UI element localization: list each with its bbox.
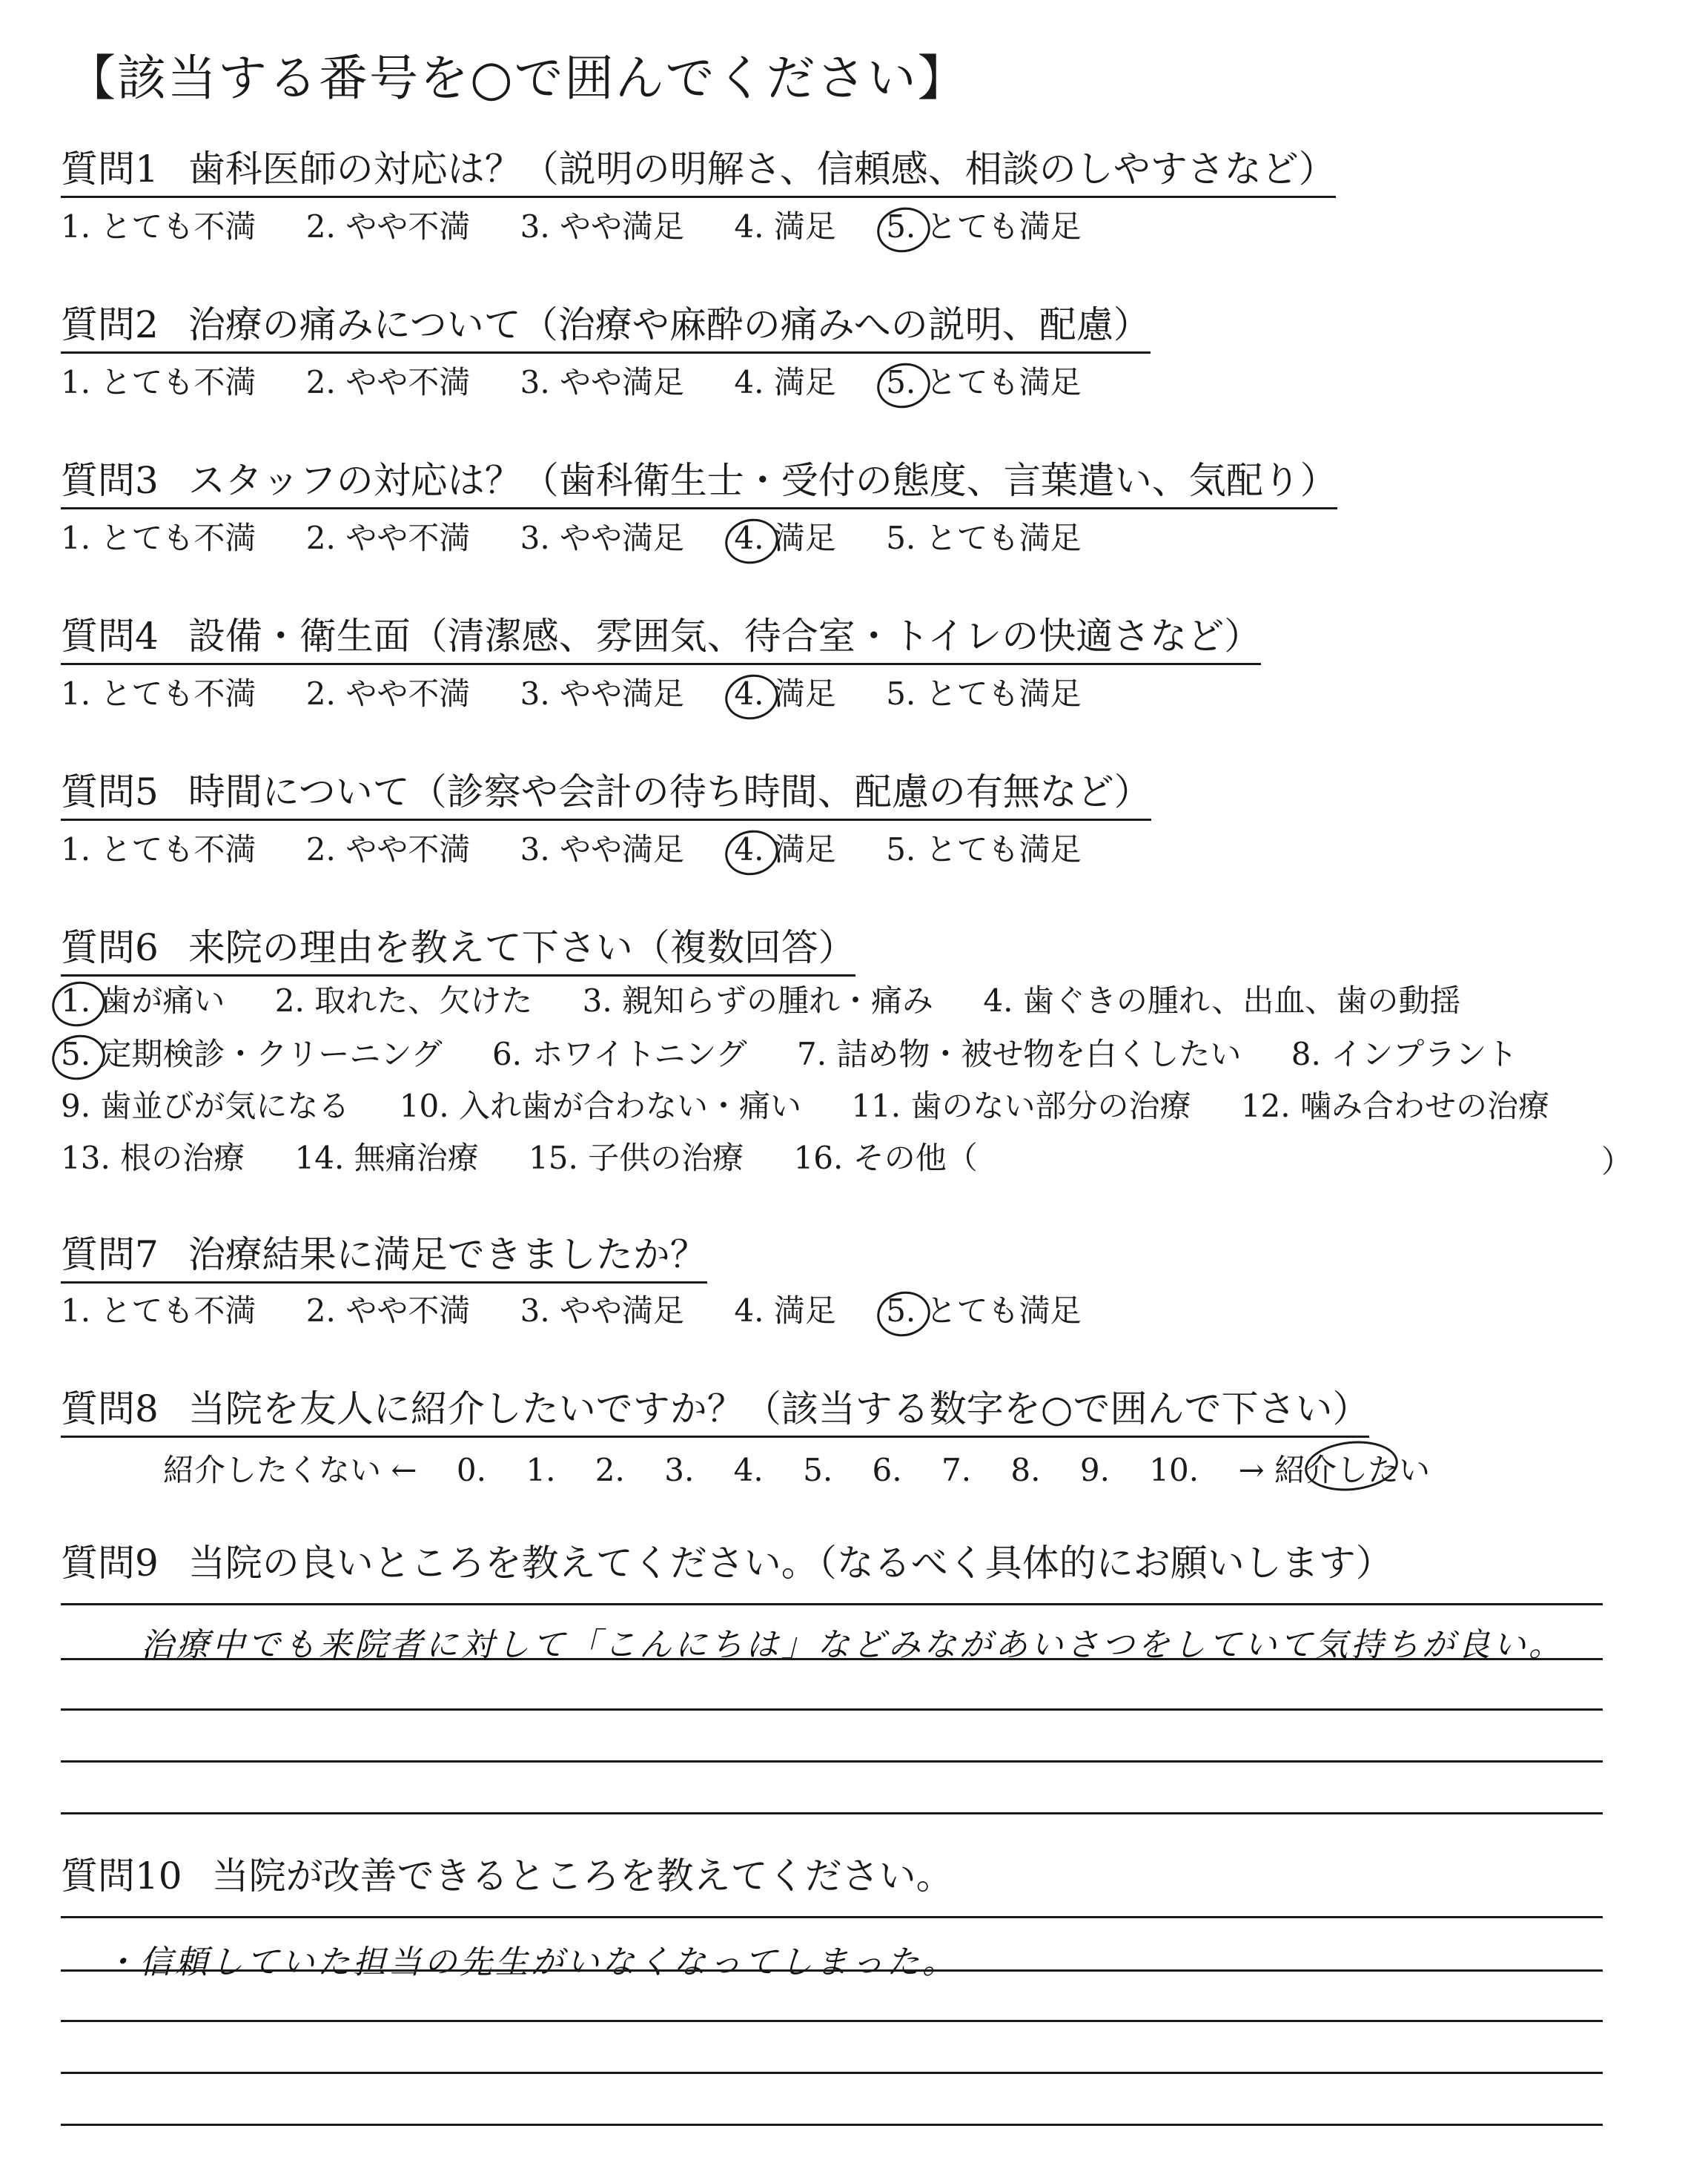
option-5[interactable]: 5. とても満足 bbox=[886, 676, 1082, 712]
question-10-handwritten-answer[interactable]: ・信頼していた担当の先生がいなくなってしまった。 bbox=[104, 1943, 958, 1981]
question-text: 来院の理由を教えて下さい（複数回答） bbox=[188, 926, 855, 969]
scale-value-7[interactable]: 7. bbox=[941, 1452, 972, 1488]
option-5-selected[interactable]: 5. とても満足 bbox=[886, 362, 1081, 403]
question-5-heading bbox=[61, 768, 1151, 821]
scale-value-10[interactable]: 10. bbox=[1149, 1452, 1199, 1488]
option-5-selected[interactable]: 5. とても満足 bbox=[886, 206, 1081, 248]
option-5[interactable]: 5. とても満足 bbox=[886, 520, 1082, 556]
answer-line bbox=[61, 1603, 1603, 1605]
option-4[interactable]: 4. 満足 bbox=[734, 208, 836, 245]
reason-option-8[interactable]: 8. インプラント bbox=[1291, 1036, 1518, 1072]
option-2[interactable]: 2. やや不満 bbox=[305, 520, 471, 556]
option-2[interactable]: 2. やや不満 bbox=[305, 208, 471, 245]
option-1[interactable]: 1. とても不満 bbox=[61, 831, 256, 868]
option-1[interactable]: 1. とても不満 bbox=[61, 364, 256, 400]
question-text: 治療の痛みについて（治療や麻酔の痛みへの説明、配慮） bbox=[188, 303, 1151, 346]
question-2-options bbox=[61, 362, 1122, 403]
option-5-selected[interactable]: 5. とても満足 bbox=[886, 1290, 1081, 1332]
scale-value-5[interactable]: 5. bbox=[803, 1452, 833, 1488]
answer-line bbox=[61, 1760, 1603, 1763]
scale-value-9[interactable]: 9. bbox=[1079, 1452, 1110, 1488]
question-4-heading bbox=[61, 612, 1261, 665]
reason-option-15[interactable]: 15. 子供の治療 bbox=[529, 1140, 744, 1176]
question-number: 質問3 bbox=[61, 459, 159, 502]
scale-value-0[interactable]: 0. bbox=[456, 1452, 486, 1488]
option-3[interactable]: 3. やや満足 bbox=[520, 831, 685, 868]
reason-option-3[interactable]: 3. 親知らずの腫れ・痛み bbox=[582, 982, 934, 1019]
question-3-options bbox=[61, 518, 1122, 559]
answer-line bbox=[61, 1708, 1603, 1711]
question-6-options-row-2 bbox=[61, 1034, 1558, 1075]
option-1[interactable]: 1. とても不満 bbox=[61, 676, 256, 712]
answer-line bbox=[61, 2072, 1603, 2074]
question-1-heading bbox=[61, 145, 1336, 198]
answer-line bbox=[61, 2124, 1603, 2126]
question-number: 質問2 bbox=[61, 303, 159, 346]
recommend-scale bbox=[163, 1446, 1460, 1490]
reason-option-11[interactable]: 11. 歯のない部分の治療 bbox=[851, 1088, 1191, 1124]
scale-value-6[interactable]: 6. bbox=[872, 1452, 902, 1488]
option-3[interactable]: 3. やや満足 bbox=[520, 676, 685, 712]
question-7-heading bbox=[61, 1231, 707, 1284]
question-3-heading bbox=[61, 457, 1337, 509]
option-3[interactable]: 3. やや満足 bbox=[520, 208, 685, 245]
question-number: 質問1 bbox=[61, 148, 159, 191]
answer-line bbox=[61, 1916, 1603, 1918]
reason-option-6[interactable]: 6. ホワイトニング bbox=[491, 1036, 747, 1072]
answer-line bbox=[61, 1969, 1603, 1972]
question-text: 当院を友人に紹介したいですか？（該当する数字を○で囲んで下さい） bbox=[188, 1387, 1370, 1430]
question-6-options-row-1 bbox=[61, 980, 1500, 1022]
option-2[interactable]: 2. やや不満 bbox=[305, 831, 471, 868]
reason-option-5-selected[interactable]: 5. 定期検診・クリーニング bbox=[61, 1034, 443, 1075]
reason-option-13[interactable]: 13. 根の治療 bbox=[61, 1140, 245, 1176]
question-number: 質問5 bbox=[61, 770, 159, 813]
question-text: スタッフの対応は？（歯科衛生士・受付の態度、言葉遣い、気配り） bbox=[188, 459, 1337, 502]
option-4[interactable]: 4. 満足 bbox=[734, 364, 836, 400]
question-text: 治療結果に満足できましたか？ bbox=[188, 1233, 707, 1276]
question-text: 時間について（診察や会計の待ち時間、配慮の有無など） bbox=[188, 770, 1151, 813]
scale-value-3[interactable]: 3. bbox=[664, 1452, 695, 1488]
question-6-options-row-4 bbox=[61, 1137, 1018, 1179]
question-2-heading bbox=[61, 301, 1151, 354]
question-text: 当院の良いところを教えてください。（なるべく具体的にお願いします） bbox=[188, 1542, 1393, 1585]
option-1[interactable]: 1. とても不満 bbox=[61, 520, 256, 556]
answer-line bbox=[61, 1658, 1603, 1660]
answer-line bbox=[61, 1812, 1603, 1814]
option-4[interactable]: 4. 満足 bbox=[734, 1292, 836, 1329]
question-number: 質問4 bbox=[61, 615, 159, 658]
scale-left-label: 紹介したくない ← bbox=[163, 1452, 417, 1488]
question-4-options bbox=[61, 673, 1122, 715]
question-number: 質問9 bbox=[61, 1542, 159, 1585]
question-8-heading bbox=[61, 1385, 1369, 1438]
question-number: 質問8 bbox=[61, 1387, 159, 1430]
scale-value-1[interactable]: 1. bbox=[526, 1452, 556, 1488]
question-6-heading bbox=[61, 924, 855, 977]
option-4-selected[interactable]: 4. 満足 bbox=[734, 673, 835, 715]
option-4-selected[interactable]: 4. 満足 bbox=[734, 518, 835, 559]
option-2[interactable]: 2. やや不満 bbox=[305, 676, 471, 712]
option-5[interactable]: 5. とても満足 bbox=[886, 831, 1082, 868]
question-text: 歯科医師の対応は？（説明の明解さ、信頼感、相談のしやすさなど） bbox=[188, 148, 1336, 191]
scale-value-8[interactable]: 8. bbox=[1010, 1452, 1041, 1488]
question-7-options bbox=[61, 1290, 1122, 1332]
reason-option-9[interactable]: 9. 歯並びが気になる bbox=[61, 1088, 350, 1124]
scale-value-4[interactable]: 4. bbox=[733, 1452, 764, 1488]
option-1[interactable]: 1. とても不満 bbox=[61, 1292, 256, 1329]
question-1-options bbox=[61, 206, 1122, 248]
question-10-heading bbox=[61, 1852, 953, 1903]
scale-right-label: → 紹介したい bbox=[1238, 1452, 1430, 1488]
option-1[interactable]: 1. とても不満 bbox=[61, 208, 256, 245]
reason-option-16-other[interactable]: 16. その他（ bbox=[793, 1140, 978, 1176]
reason-option-1-selected[interactable]: 1. 歯が痛い bbox=[61, 980, 225, 1022]
option-2[interactable]: 2. やや不満 bbox=[305, 364, 471, 400]
instruction-heading: 【該当する番号を○で囲んでください】 bbox=[67, 50, 968, 107]
answer-line bbox=[61, 2020, 1603, 2022]
option-4-selected[interactable]: 4. 満足 bbox=[734, 829, 835, 871]
question-number: 質問10 bbox=[61, 1855, 182, 1898]
reason-option-2[interactable]: 2. 取れた、欠けた bbox=[274, 982, 533, 1019]
question-6-options-row-3 bbox=[61, 1086, 1589, 1127]
question-text: 当院が改善できるところを教えてください。 bbox=[211, 1855, 953, 1898]
scale-value-2[interactable]: 2. bbox=[595, 1452, 625, 1488]
reason-option-4[interactable]: 4. 歯ぐきの腫れ、出血、歯の動揺 bbox=[983, 982, 1461, 1019]
reason-option-10[interactable]: 10. 入れ歯が合わない・痛い bbox=[399, 1088, 801, 1124]
question-5-options bbox=[61, 829, 1122, 871]
option-3[interactable]: 3. やや満足 bbox=[520, 520, 685, 556]
question-9-handwritten-answer[interactable]: 治療中でも来院者に対して「こんにちは」などみながあいさつをしていて気持ちが良い。 bbox=[141, 1626, 1564, 1664]
other-closing-paren: ） bbox=[1601, 1143, 1633, 1180]
question-number: 質問7 bbox=[61, 1233, 159, 1276]
question-number: 質問6 bbox=[61, 926, 159, 969]
question-9-heading bbox=[61, 1539, 1393, 1590]
reason-option-12[interactable]: 12. 噛み合わせの治療 bbox=[1240, 1088, 1549, 1124]
option-3[interactable]: 3. やや満足 bbox=[520, 364, 685, 400]
reason-option-7[interactable]: 7. 詰め物・被せ物を白くしたい bbox=[796, 1036, 1242, 1072]
question-text: 設備・衛生面（清潔感、雰囲気、待合室・トイレの快適さなど） bbox=[188, 615, 1262, 658]
option-2[interactable]: 2. やや不満 bbox=[305, 1292, 471, 1329]
option-3[interactable]: 3. やや満足 bbox=[520, 1292, 685, 1329]
reason-option-14[interactable]: 14. 無痛治療 bbox=[294, 1140, 479, 1176]
